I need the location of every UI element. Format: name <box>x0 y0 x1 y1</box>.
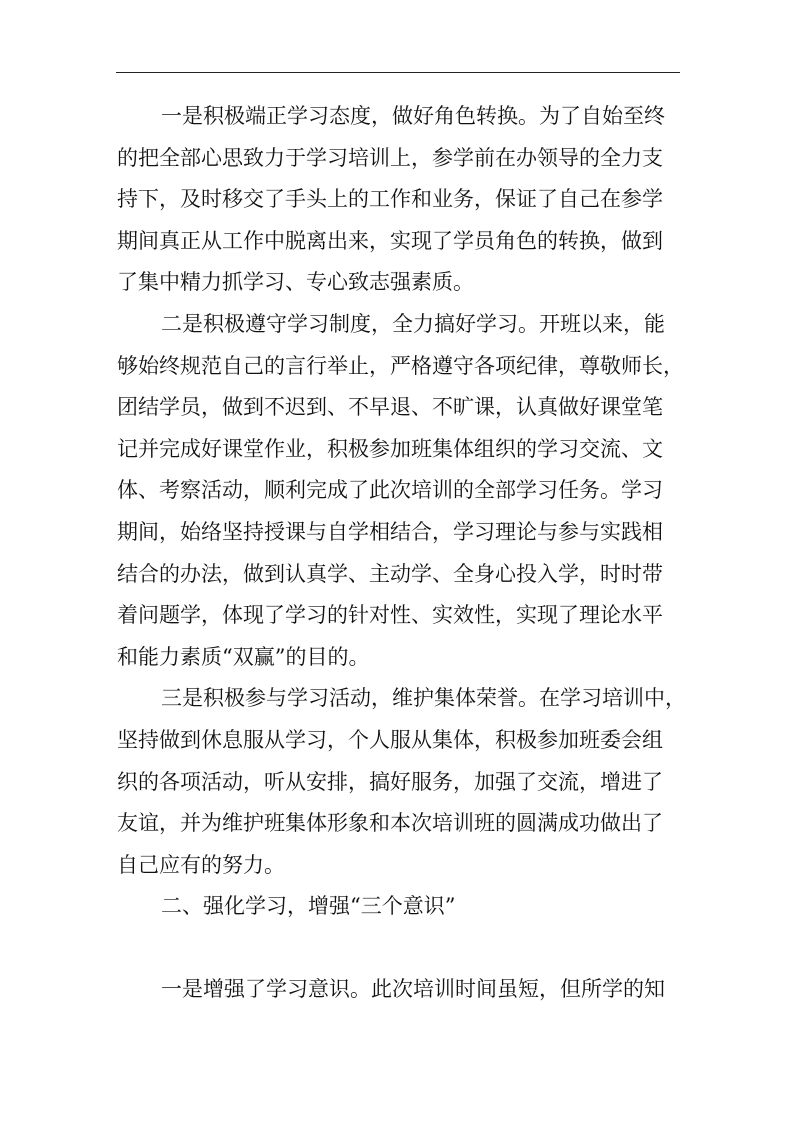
text-line: 坚持做到休息服从学习，个人服从集体，积极参加班委会组 <box>117 727 663 752</box>
text-line: 三是积极参与学习活动，维护集体荣誉。在学习培训中， <box>161 686 686 711</box>
paragraph-awareness <box>117 969 687 1011</box>
document-body <box>117 96 687 1011</box>
paragraph-discipline <box>117 304 687 678</box>
text-line: 二是积极遵守学习制度，全力搞好学习。开班以来，能 <box>161 311 665 336</box>
blank-line <box>117 928 687 970</box>
text-line: 够始终规范自己的言行举止，严格遵守各项纪律，尊敬师长， <box>117 353 684 378</box>
text-line: 的把全部心思致力于学习培训上，参学前在办领导的全力支 <box>117 145 663 170</box>
text-line: 体、考察活动，顺利完成了此次培训的全部学习任务。学习 <box>117 478 663 503</box>
text-line: 团结学员，做到不迟到、不早退、不旷课，认真做好课堂笔 <box>117 395 663 420</box>
paragraph-activities <box>117 678 687 886</box>
text-line: 友谊，并为维护班集体形象和本次培训班的圆满成功做出了 <box>117 811 663 836</box>
text-line: 织的各项活动，听从安排，搞好服务，加强了交流，增进了 <box>117 769 663 794</box>
text-line: 期间真正从工作中脱离出来，实现了学员角色的转换，做到 <box>117 228 663 253</box>
text-line: 记并完成好课堂作业，积极参加班集体组织的学习交流、文 <box>117 436 663 461</box>
header-rule <box>116 72 680 73</box>
text-line: 一是积极端正学习态度，做好角色转换。为了自始至终 <box>161 104 665 128</box>
text-line: 结合的办法，做到认真学、主动学、全身心投入学，时时带 <box>117 561 663 586</box>
text-line: 了集中精力抓学习、专心致志强素质。 <box>117 270 474 295</box>
text-line: 自己应有的努力。 <box>117 852 285 877</box>
text-line: 和能力素质“双赢”的目的。 <box>117 644 370 669</box>
text-line: 着问题学，体现了学习的针对性、实效性，实现了理论水平 <box>117 603 663 628</box>
section-heading-text: 二、强化学习，增强“三个意识” <box>161 894 456 919</box>
section-heading <box>117 886 687 928</box>
text-line: 持下，及时移交了手头上的工作和业务，保证了自己在参学 <box>117 187 663 212</box>
text-line: 一是增强了学习意识。此次培训时间虽短，但所学的知 <box>161 977 665 1002</box>
text-line: 期间，始络坚持授课与自学相结合，学习理论与参与实践相 <box>117 519 663 544</box>
paragraph-attitude <box>117 96 687 304</box>
